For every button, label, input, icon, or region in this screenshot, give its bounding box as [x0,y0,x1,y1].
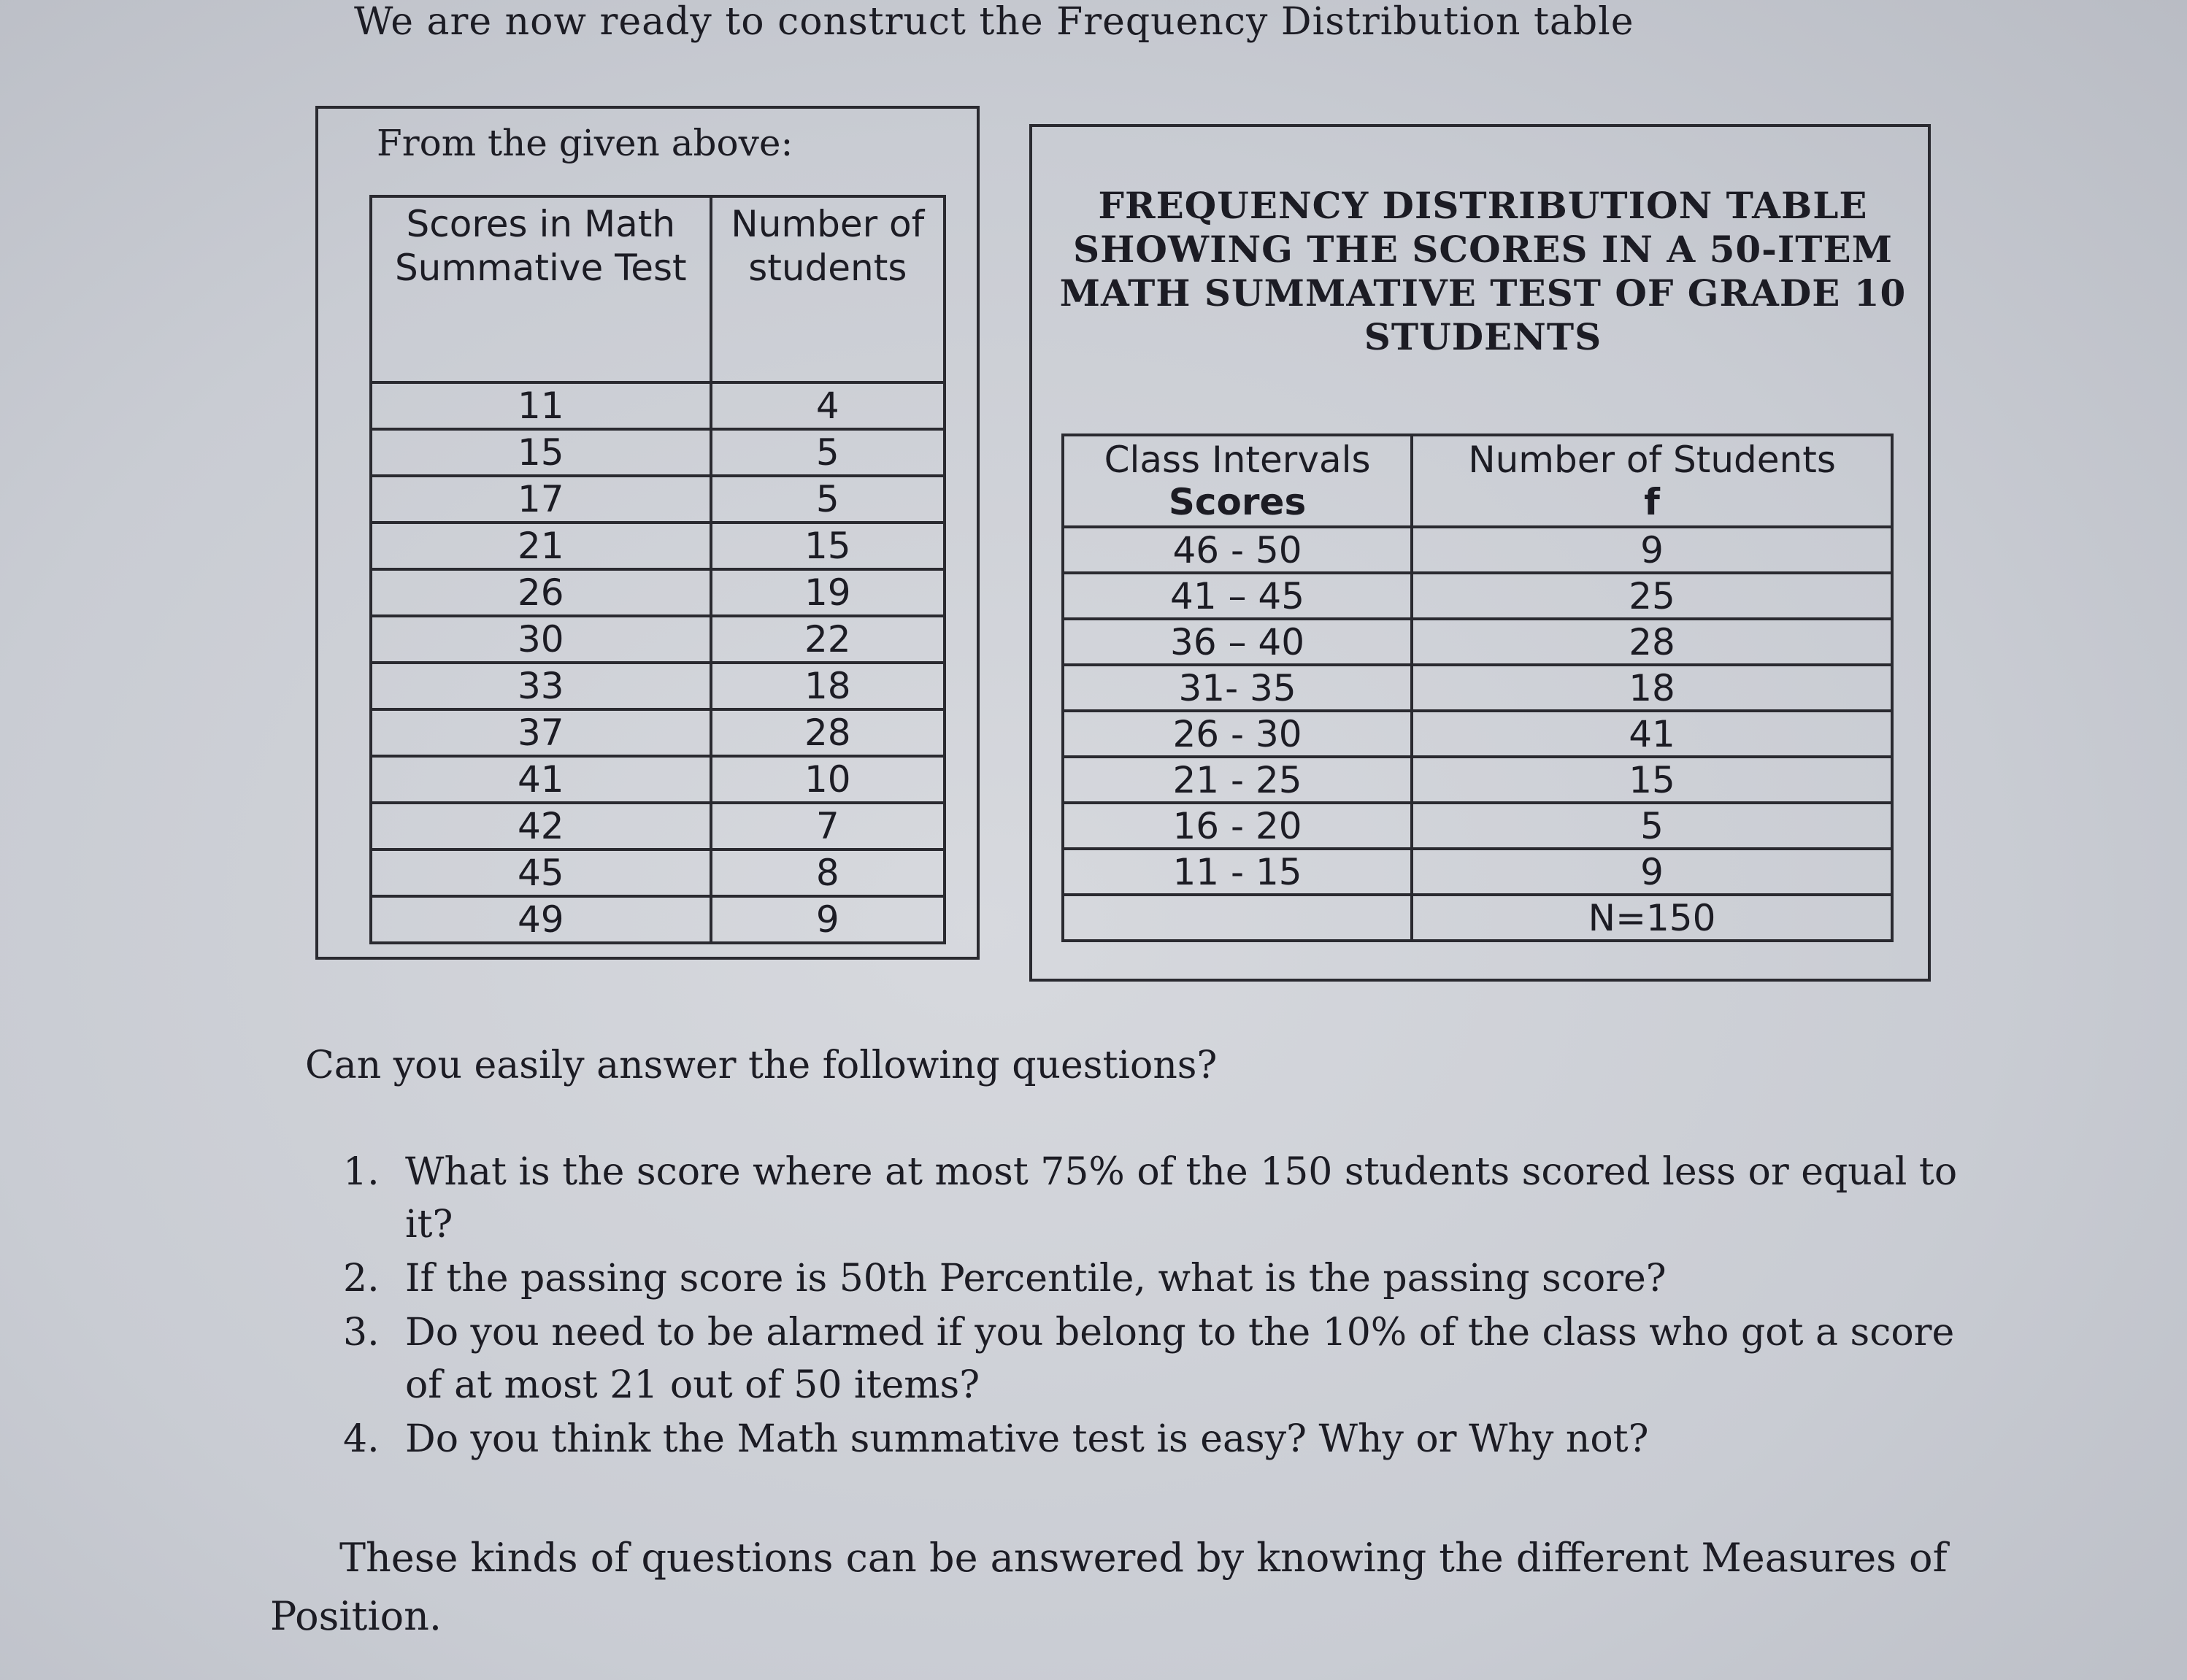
score-cell: 41 [371,756,711,803]
list-item [343,1146,1978,1251]
table-row [1063,757,1892,803]
score-cell: 15 [371,429,711,476]
fdt-title: FREQUENCY DISTRIBUTION TABLE SHOWING THE SCORES IN A 50-ITEM MATH SUMMATIVE TEST OF GRADE 10 STUDENTS [1059,184,1907,358]
table-row [1063,849,1892,895]
table-row [371,523,945,569]
frequency-cell: 25 [1412,573,1892,619]
raw-scores-caption: From the given above: [377,122,793,164]
frequency-cell: 28 [1412,619,1892,665]
header-scores: Scores in Math Summative Test [371,196,711,382]
closing-paragraph: These kinds of questions can be answered by knowing the different Measures of Position. [270,1535,1948,1639]
table-row [371,616,945,663]
frequency-cell: 5 [1412,803,1892,849]
list-item [343,1252,1978,1305]
question-number: 1. [343,1150,380,1194]
table-row [371,709,945,756]
score-cell: 11 [371,382,711,429]
count-cell: 8 [711,849,945,896]
subheader-scores: Scores [1168,481,1307,523]
count-cell: 5 [711,476,945,523]
interval-cell: 26 - 30 [1063,711,1412,757]
total-cell: N=150 [1412,895,1892,941]
score-cell: 26 [371,569,711,616]
question-text: Do you think the Math summative test is easy? Why or Why not? [405,1417,1649,1461]
frequency-cell: 9 [1412,527,1892,573]
score-cell: 37 [371,709,711,756]
frequency-cell: 15 [1412,757,1892,803]
raw-scores-table [369,195,946,944]
count-cell: 28 [711,709,945,756]
table-row [1063,573,1892,619]
total-row [1063,895,1892,941]
interval-cell: 16 - 20 [1063,803,1412,849]
question-number: 4. [343,1417,380,1461]
table-row [371,803,945,849]
table-row [371,476,945,523]
table-row [371,569,945,616]
interval-cell: 21 - 25 [1063,757,1412,803]
count-cell: 7 [711,803,945,849]
table-row [371,896,945,943]
count-cell: 19 [711,569,945,616]
count-cell: 15 [711,523,945,569]
interval-cell: 41 – 45 [1063,573,1412,619]
count-cell: 5 [711,429,945,476]
table-row [371,382,945,429]
interval-cell: 11 - 15 [1063,849,1412,895]
frequency-cell: 18 [1412,665,1892,711]
frequency-cell: 9 [1412,849,1892,895]
frequency-distribution-box [1029,124,1931,982]
header-students: Number of students [711,196,945,382]
table-row [1063,665,1892,711]
header-number-of-students-label: Number of Students [1468,439,1836,481]
table-row [1063,711,1892,757]
score-cell: 33 [371,663,711,709]
score-cell: 45 [371,849,711,896]
list-item [343,1413,1978,1465]
header-number-of-students [1412,435,1892,527]
count-cell: 10 [711,756,945,803]
question-lead: Can you easily answer the following questions? [305,1044,1218,1087]
count-cell: 22 [711,616,945,663]
score-cell: 42 [371,803,711,849]
intro-text: We are now ready to construct the Frequency Distribution table [354,0,1634,44]
score-cell: 49 [371,896,711,943]
table-row [371,663,945,709]
interval-cell: 46 - 50 [1063,527,1412,573]
score-cell: 21 [371,523,711,569]
subheader-f: f [1644,481,1660,523]
question-text: If the passing score is 50th Percentile, what is the passing score? [405,1257,1667,1301]
table-row [1063,619,1892,665]
count-cell: 4 [711,382,945,429]
table-row [1063,803,1892,849]
question-list [343,1146,1978,1467]
header-class-intervals-label: Class Intervals [1104,439,1371,481]
question-text: What is the score where at most 75% of the 150 students scored less or equal to it? [405,1150,1958,1246]
frequency-cell: 41 [1412,711,1892,757]
interval-cell: 36 – 40 [1063,619,1412,665]
score-cell: 30 [371,616,711,663]
count-cell: 18 [711,663,945,709]
table-row [1063,527,1892,573]
question-text: Do you need to be alarmed if you belong to the 10% of the class who got a score of at most 21 out of 50 items? [405,1311,1955,1407]
question-number: 2. [343,1257,380,1301]
raw-scores-box [315,106,980,960]
table-row [371,429,945,476]
question-number: 3. [343,1311,380,1355]
interval-cell: 31- 35 [1063,665,1412,711]
table-row [371,756,945,803]
header-class-intervals [1063,435,1412,527]
list-item [343,1306,1978,1411]
count-cell: 9 [711,896,945,943]
score-cell: 17 [371,476,711,523]
total-empty-cell [1063,895,1412,941]
table-row [371,849,945,896]
frequency-distribution-table [1061,434,1894,942]
